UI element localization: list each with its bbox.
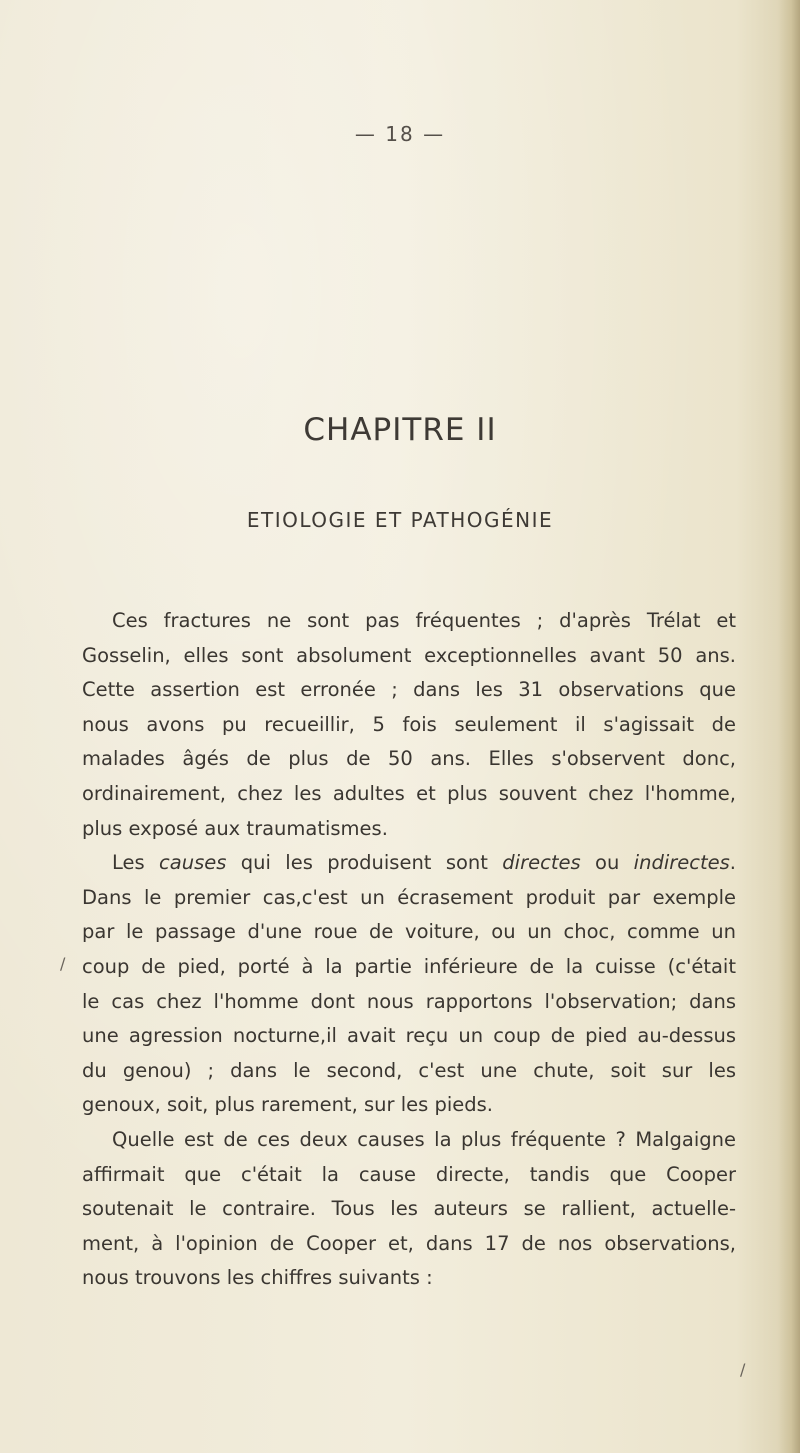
- text-line-7: plus exposé aux traumatismes.: [82, 816, 388, 840]
- causes-word: causes: [159, 851, 227, 875]
- text-line-18: soutenait le contraire. Tous les auteurs se rallient, actuelle-: [82, 1197, 736, 1221]
- text-line-13: une agression nocturne,il avait reçu un coup de pied au-dessus: [82, 1024, 736, 1048]
- text-line-2: Gosselin, elles sont absolument exceptionnelles avant 50 ans.: [82, 643, 736, 667]
- text-line-4: nous avons pu recueillir, 5 fois seulement il s'agissait de: [82, 712, 736, 736]
- margin-tick-mark: /: [60, 954, 66, 973]
- text-line-15: genoux, soit, plus rarement, sur les pieds.: [82, 1093, 494, 1117]
- text-line-20: nous trouvons les chiffres suivants :: [82, 1266, 433, 1290]
- text-line-12: le cas chez l'homme dont nous rapportons l'observation; dans: [82, 989, 736, 1013]
- text-line-14: du genou) ; dans le second, c'est une chute, soit sur les: [82, 1058, 736, 1082]
- page-edge-shadow: [778, 0, 800, 1453]
- text-line-3: Cette assertion est erronée ; dans les 31 observations que: [82, 678, 736, 702]
- text-line-19: ment, à l'opinion de Cooper et, dans 17 de nos observations,: [82, 1231, 736, 1255]
- text-line-17: affirmait que c'était la cause directe, tandis que Cooper: [82, 1162, 736, 1186]
- directes-word: directes: [502, 851, 581, 875]
- text-line-6: ordinairement, chez les adultes et plus souvent chez l'homme,: [82, 781, 736, 805]
- text-line-9: Dans le premier cas,c'est un écrasement produit par exemple: [82, 885, 736, 909]
- text-line-5: malades âgés de plus de 50 ans. Elles s'observent donc,: [82, 747, 736, 771]
- causes-prefix: Les: [112, 851, 160, 875]
- text-line-16: Quelle est de ces deux causes la plus fréquente ? Malgaigne: [112, 1127, 736, 1151]
- indirectes-word: indirectes: [633, 851, 730, 875]
- text-line-11: coup de pied, porté à la partie inférieure de la cuisse (c'était: [82, 954, 736, 978]
- margin-tick-mark-2: /: [740, 1360, 746, 1379]
- section-title: ETIOLOGIE ET PATHOGÉNIE: [246, 508, 554, 532]
- text-line-1: Ces fractures ne sont pas fréquentes ; d'après Trélat et: [112, 609, 736, 632]
- causes-middle: qui les produisent sont: [226, 851, 503, 875]
- text-line-10: par le passage d'une roue de voiture, ou un choc, comme un: [82, 920, 736, 944]
- causes-ou: ou: [580, 851, 634, 875]
- causes-end: .: [729, 851, 736, 875]
- chapter-title: CHAPITRE II: [303, 412, 497, 448]
- body-text: [82, 604, 736, 1296]
- text-line-8: [82, 846, 736, 881]
- page-number: — 18 —: [354, 122, 446, 146]
